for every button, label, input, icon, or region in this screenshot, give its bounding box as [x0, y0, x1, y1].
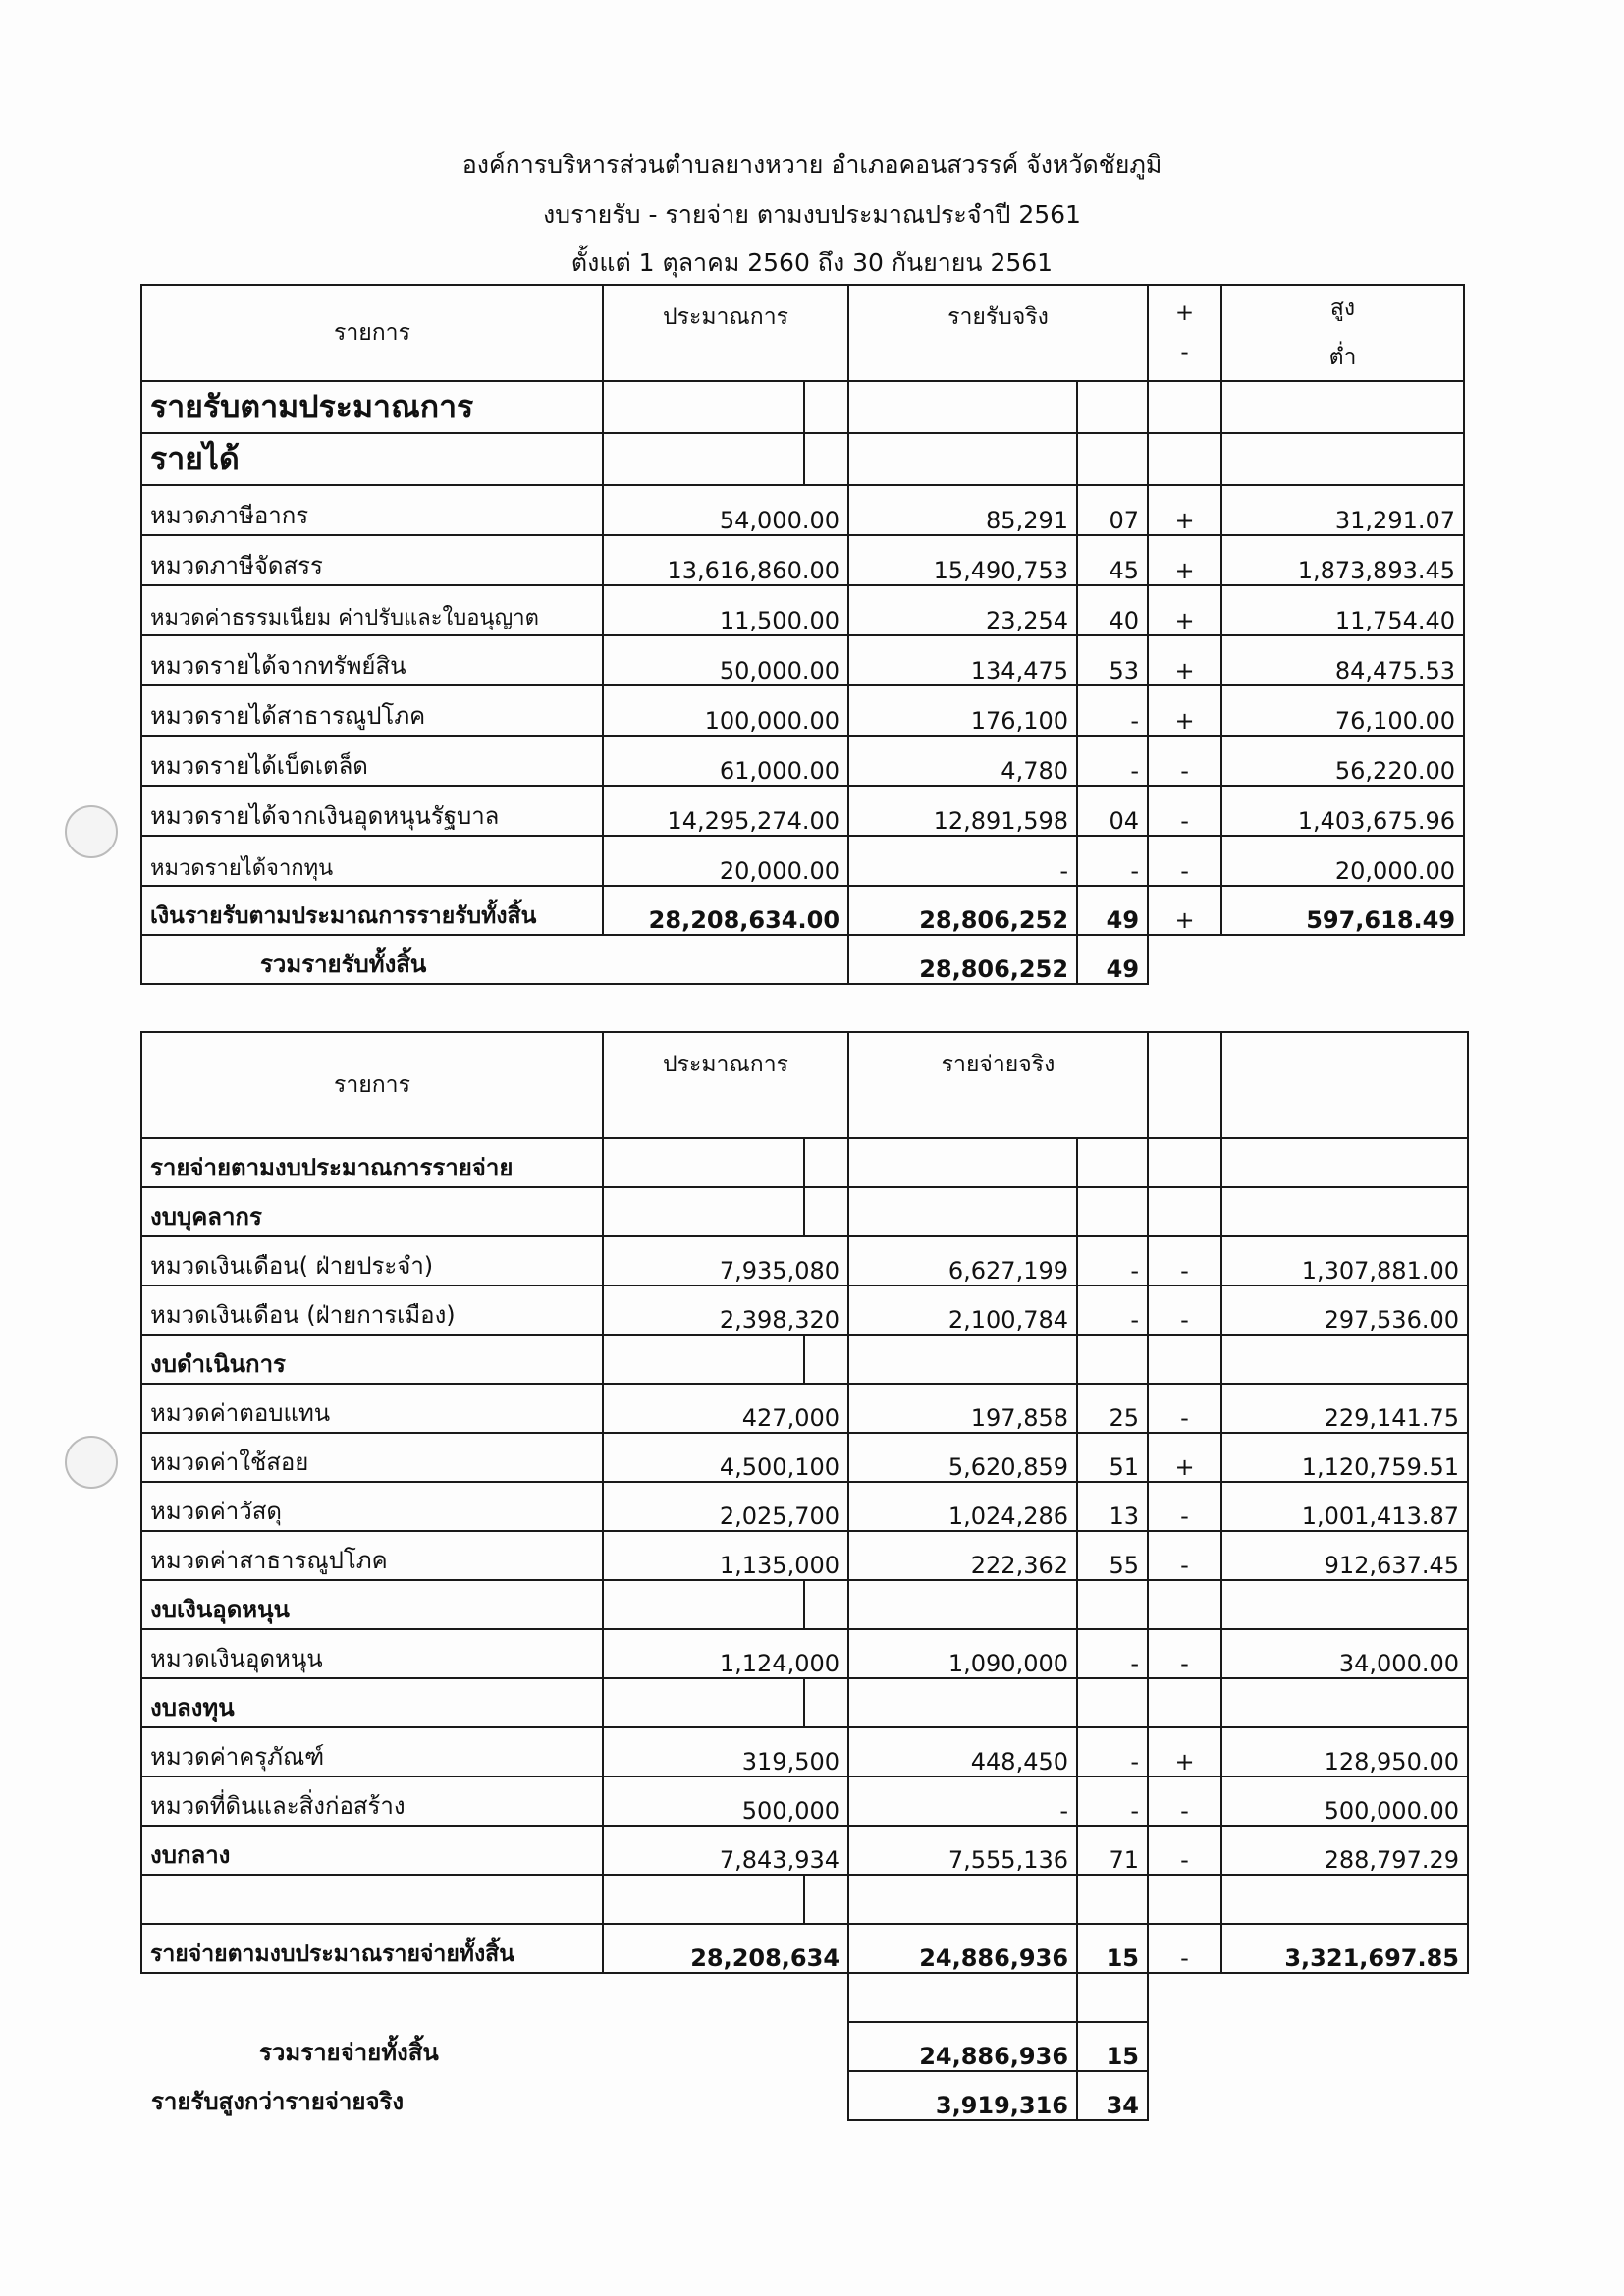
expense-row-satang: - [1077, 1236, 1148, 1285]
expense-row-actual: 2,100,784 [848, 1285, 1077, 1335]
expense-row-diff: 229,141.75 [1221, 1384, 1468, 1433]
income-row-estimate: 14,295,274.00 [603, 786, 848, 836]
income-row-satang: 40 [1077, 585, 1148, 635]
expense-section-title [141, 1138, 1468, 1187]
income-total-sat: 49 [1077, 886, 1148, 935]
expense-row-estimate: 427,000 [603, 1384, 848, 1433]
income-row-name: หมวดรายได้จากทรัพย์สิน [141, 635, 603, 685]
income-row-actual: 4,780 [848, 736, 1077, 786]
expense-row-actual: 6,627,199 [848, 1236, 1077, 1285]
expense-row-name: งบกลาง [141, 1826, 603, 1875]
expense-row-diff: 1,307,881.00 [1221, 1236, 1468, 1285]
col-actual-header: รายรับจริง [848, 285, 1148, 381]
expense-row-satang: 51 [1077, 1433, 1148, 1482]
expense-row-diff: 500,000.00 [1221, 1777, 1468, 1826]
expense-table [140, 1031, 1469, 2121]
expense-header-row [141, 1032, 1468, 1138]
expense-row [141, 1384, 1468, 1433]
expense-row-satang: - [1077, 1629, 1148, 1678]
expense-row [141, 1285, 1468, 1335]
income-total-row [141, 886, 1464, 935]
expense-row-sign: - [1148, 1531, 1221, 1580]
expense-row [141, 1531, 1468, 1580]
org-title: องค์การบริหารส่วนตำบลยางหวาย อำเภอคอนสวรรค์ จังหวัดชัยภูมิ [461, 150, 1163, 179]
expense-row-satang: 55 [1077, 1531, 1148, 1580]
income-row-diff: 1,873,893.45 [1221, 535, 1464, 585]
income-row [141, 585, 1464, 635]
income-row-name: หมวดรายได้สาธารณูปโภค [141, 685, 603, 736]
group-personnel [141, 1187, 1468, 1236]
expense-row [141, 1777, 1468, 1826]
expense-row-name: หมวดเงินเดือน (ฝ่ายการเมือง) [141, 1285, 603, 1335]
income-row-name: หมวดค่าธรรมเนียม ค่าปรับและใบอนุญาต [141, 585, 603, 635]
punch-hole [65, 805, 118, 858]
income-row-satang: - [1077, 736, 1148, 786]
expense-row-diff: 1,001,413.87 [1221, 1482, 1468, 1531]
income-row-estimate: 11,500.00 [603, 585, 848, 635]
income-row-sign: + [1148, 485, 1221, 535]
expense-section-title-label: รายจ่ายตามงบประมาณการรายจ่าย [141, 1138, 603, 1187]
income-row [141, 535, 1464, 585]
income-row-satang: 53 [1077, 635, 1148, 685]
expense-row-sign: - [1148, 1285, 1221, 1335]
minus-header: - [1180, 340, 1189, 365]
expense-row-sign: - [1148, 1482, 1221, 1531]
expense-total-label: รายจ่ายตามงบประมาณรายจ่ายทั้งสิ้น [141, 1924, 603, 1973]
income-row-estimate: 61,000.00 [603, 736, 848, 786]
expense-grand-sat: 15 [1077, 2022, 1148, 2071]
income-row-satang: 04 [1077, 786, 1148, 836]
expense-row-satang: - [1077, 1727, 1148, 1777]
income-header-row [141, 285, 1464, 381]
surplus-label: รายรับสูงกว่ารายจ่ายจริง [151, 2088, 405, 2115]
group-operations-label: งบดำเนินการ [141, 1335, 603, 1384]
expense-row-sign: - [1148, 1629, 1221, 1678]
expense-row-estimate: 1,124,000 [603, 1629, 848, 1678]
expense-row-satang: - [1077, 1777, 1148, 1826]
income-grand-sat: 49 [1077, 935, 1148, 984]
expense-row-satang: 13 [1077, 1482, 1148, 1531]
expense-row-actual: 7,555,136 [848, 1826, 1077, 1875]
col-sign-header [1148, 285, 1221, 381]
income-row-actual: 176,100 [848, 685, 1077, 736]
expense-row-diff: 297,536.00 [1221, 1285, 1468, 1335]
expense-rows [141, 1138, 1468, 1875]
expense-row-actual: 222,362 [848, 1531, 1077, 1580]
income-row-actual: 85,291 [848, 485, 1077, 535]
expense-row-diff: 34,000.00 [1221, 1629, 1468, 1678]
surplus-row [141, 2071, 1468, 2120]
expense-total-sign: - [1148, 1924, 1221, 1973]
income-table [140, 284, 1465, 985]
income-row-actual: 15,490,753 [848, 535, 1077, 585]
expense-row [141, 1482, 1468, 1531]
income-grand-actual: 28,806,252 [848, 935, 1077, 984]
surplus-actual: 3,919,316 [848, 2071, 1077, 2120]
income-row-name: หมวดรายได้จากเงินอุดหนุนรัฐบาล [141, 786, 603, 836]
income-row-estimate: 54,000.00 [603, 485, 848, 535]
group-subsidy [141, 1580, 1468, 1629]
expense-row-satang: - [1077, 1285, 1148, 1335]
income-total-estimate: 28,208,634.00 [603, 886, 848, 935]
expense-row-actual: - [848, 1777, 1077, 1826]
expense-row-sign: - [1148, 1826, 1221, 1875]
report-subtitle: งบรายรับ - รายจ่าย ตามงบประมาณประจำปี 2561 [543, 200, 1081, 229]
expense-row-name: หมวดเงินเดือน( ฝ่ายประจำ) [141, 1236, 603, 1285]
expense-row-actual: 5,620,859 [848, 1433, 1077, 1482]
income-row [141, 736, 1464, 786]
income-row-sign: - [1148, 836, 1221, 886]
col-estimate-header: ประมาณการ [603, 1032, 848, 1138]
col-item-header: รายการ [141, 1032, 603, 1138]
expense-row-estimate: 7,843,934 [603, 1826, 848, 1875]
expense-row-actual: 1,024,286 [848, 1482, 1077, 1531]
income-row-estimate: 100,000.00 [603, 685, 848, 736]
expense-row-sign: - [1148, 1384, 1221, 1433]
expense-row-diff: 912,637.45 [1221, 1531, 1468, 1580]
expense-row-sign: - [1148, 1236, 1221, 1285]
income-row-actual: 12,891,598 [848, 786, 1077, 836]
group-operations [141, 1335, 1468, 1384]
expense-row-name: หมวดค่าวัสดุ [141, 1482, 603, 1531]
income-row-actual: 134,475 [848, 635, 1077, 685]
income-row-actual: - [848, 836, 1077, 886]
expense-row-sign: + [1148, 1433, 1221, 1482]
expense-row-sign: - [1148, 1777, 1221, 1826]
expense-total-diff: 3,321,697.85 [1221, 1924, 1468, 1973]
expense-total-row [141, 1924, 1468, 1973]
expense-row-name: หมวดเงินอุดหนุน [141, 1629, 603, 1678]
income-total-sign: + [1148, 886, 1221, 935]
expense-grand-actual: 24,886,936 [848, 2022, 1077, 2071]
col-actual-header: รายจ่ายจริง [848, 1032, 1148, 1138]
income-row-sign: + [1148, 685, 1221, 736]
report-period: ตั้งแต่ 1 ตุลาคม 2560 ถึง 30 กันยายน 2561 [570, 248, 1054, 277]
expense-row-actual: 448,450 [848, 1727, 1077, 1777]
expense-total-estimate: 28,208,634 [603, 1924, 848, 1973]
expense-row [141, 1727, 1468, 1777]
expense-row-estimate: 319,500 [603, 1727, 848, 1777]
income-row-estimate: 20,000.00 [603, 836, 848, 886]
expense-row-name: หมวดค่าสาธารณูปโภค [141, 1531, 603, 1580]
income-row-estimate: 50,000.00 [603, 635, 848, 685]
income-row-sign: - [1148, 736, 1221, 786]
col-item-header: รายการ [141, 285, 603, 381]
group-subsidy-label: งบเงินอุดหนุน [141, 1580, 603, 1629]
income-grand-label: รวมรายรับทั้งสิ้น [141, 935, 848, 984]
income-row-diff: 31,291.07 [1221, 485, 1464, 535]
expense-row-estimate: 500,000 [603, 1777, 848, 1826]
group-investment-label: งบลงทุน [141, 1678, 603, 1727]
income-row-diff: 56,220.00 [1221, 736, 1464, 786]
income-row-satang: - [1077, 836, 1148, 886]
income-row [141, 786, 1464, 836]
expense-total-sat: 15 [1077, 1924, 1148, 1973]
plus-header: + [1174, 301, 1195, 326]
income-section-title: รายรับตามประมาณการ [141, 381, 603, 433]
expense-row-name: หมวดค่าครุภัณฑ์ [141, 1727, 603, 1777]
expense-grand-label: รวมรายจ่ายทั้งสิ้น [259, 2039, 439, 2066]
expense-total-actual: 24,886,936 [848, 1924, 1077, 1973]
income-row-diff: 1,403,675.96 [1221, 786, 1464, 836]
income-row-satang: - [1077, 685, 1148, 736]
expense-row-actual: 197,858 [848, 1384, 1077, 1433]
income-row [141, 635, 1464, 685]
col-diff-header [1221, 285, 1464, 381]
expense-row-satang: 25 [1077, 1384, 1148, 1433]
income-row-name: หมวดรายได้เบ็ดเตล็ด [141, 736, 603, 786]
income-subsection-title: รายได้ [141, 433, 603, 485]
income-row-actual: 23,254 [848, 585, 1077, 635]
expense-row [141, 1826, 1468, 1875]
income-rows [141, 485, 1464, 886]
expense-row-diff: 128,950.00 [1221, 1727, 1468, 1777]
expense-row [141, 1629, 1468, 1678]
expense-row-estimate: 1,135,000 [603, 1531, 848, 1580]
income-grand-row [141, 935, 1464, 984]
expense-row-name: หมวดค่าตอบแทน [141, 1384, 603, 1433]
income-row-diff: 76,100.00 [1221, 685, 1464, 736]
income-row [141, 685, 1464, 736]
income-row-name: หมวดรายได้จากทุน [141, 836, 603, 886]
expense-row-estimate: 7,935,080 [603, 1236, 848, 1285]
expense-row [141, 1433, 1468, 1482]
income-row-estimate: 13,616,860.00 [603, 535, 848, 585]
income-row-diff: 20,000.00 [1221, 836, 1464, 886]
income-row [141, 836, 1464, 886]
expense-row-estimate: 2,025,700 [603, 1482, 848, 1531]
punch-hole [65, 1436, 118, 1489]
income-row-sign: + [1148, 535, 1221, 585]
expense-grand-row [141, 2022, 1468, 2071]
expense-row-name: หมวดที่ดินและสิ่งก่อสร้าง [141, 1777, 603, 1826]
expense-row-sign: + [1148, 1727, 1221, 1777]
group-personnel-label: งบบุคลากร [141, 1187, 603, 1236]
group-investment [141, 1678, 1468, 1727]
income-row-sign: + [1148, 585, 1221, 635]
income-row-diff: 84,475.53 [1221, 635, 1464, 685]
income-row-name: หมวดภาษีอากร [141, 485, 603, 535]
expense-row-diff: 288,797.29 [1221, 1826, 1468, 1875]
income-row-sign: - [1148, 786, 1221, 836]
expense-row-satang: 71 [1077, 1826, 1148, 1875]
expense-row-estimate: 4,500,100 [603, 1433, 848, 1482]
expense-row [141, 1236, 1468, 1285]
col-estimate-header: ประมาณการ [603, 285, 848, 381]
high-header: สูง [1329, 296, 1356, 321]
income-row-diff: 11,754.40 [1221, 585, 1464, 635]
income-row-satang: 07 [1077, 485, 1148, 535]
income-row [141, 485, 1464, 535]
low-header: ต่ำ [1328, 345, 1357, 370]
income-total-label: เงินรายรับตามประมาณการรายรับทั้งสิ้น [141, 886, 603, 935]
expense-row-actual: 1,090,000 [848, 1629, 1077, 1678]
income-row-satang: 45 [1077, 535, 1148, 585]
income-total-diff: 597,618.49 [1221, 886, 1464, 935]
expense-row-diff: 1,120,759.51 [1221, 1433, 1468, 1482]
expense-row-estimate: 2,398,320 [603, 1285, 848, 1335]
expense-row-name: หมวดค่าใช้สอย [141, 1433, 603, 1482]
income-total-actual: 28,806,252 [848, 886, 1077, 935]
surplus-sat: 34 [1077, 2071, 1148, 2120]
income-row-name: หมวดภาษีจัดสรร [141, 535, 603, 585]
income-row-sign: + [1148, 635, 1221, 685]
